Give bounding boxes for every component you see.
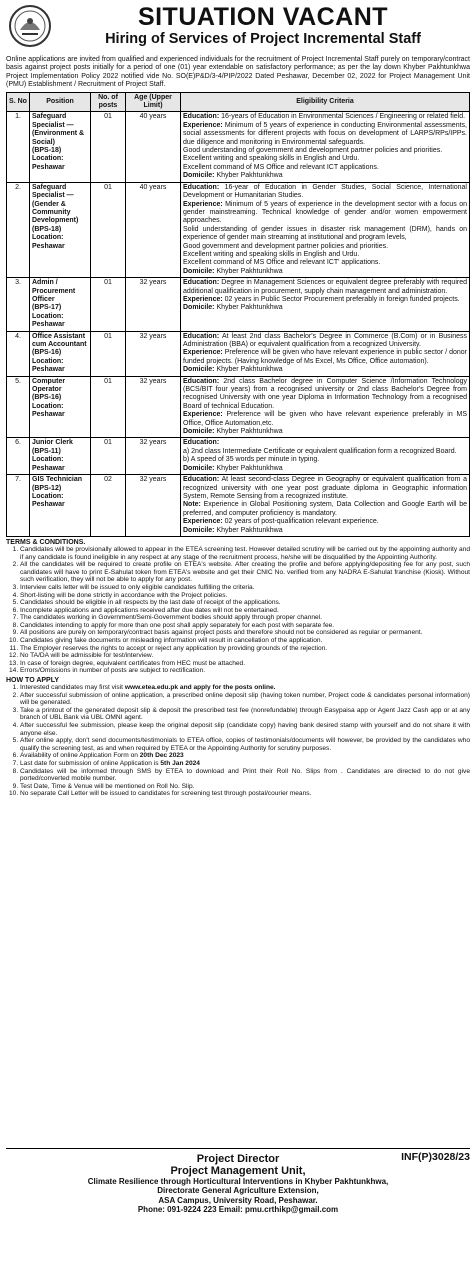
cell-posts [91,331,126,376]
criteria-text: Excellent writing and speaking skills in English and Urdu. [183,155,360,163]
cell-sno [7,182,30,277]
criteria-text: Minimum of 5 years of experience in the development sector with a focus on gender mainstreaming. Technical knowledge of gender and/or women empowerment approaches. [183,200,467,225]
criteria-line [183,259,467,267]
advert-reference: INF(P)3028/23 [401,1151,470,1163]
apply-item-text: After online apply, don't send documents/testimonials to ETEA office, copies of testimonials/documents will however, be provided by the candidates who qualify the screening test, as and when required by ETEA or the Appointing Authority for scrutiny purposes. [20,737,470,752]
criteria-label: Experience: [183,349,223,357]
footer-contact: Phone: 091-9224 223 Email: pmu.crthikp@gmail.com [137,1205,339,1215]
criteria-text: Experience in Global Positioning system, Data Collection and Google Earth will be preferred, and computer proficiency is mandatory. [183,501,467,517]
criteria-label: Experience: [183,121,223,129]
criteria-label: Domicile: [183,304,215,312]
cell-position [30,331,91,376]
criteria-line [183,501,467,518]
cell-sno [7,376,30,438]
criteria-line [183,122,467,147]
criteria-text: At least 2nd class Bachelor's Degree in Commerce (B.Com) or in Business Administration (BBA) or equivalent qualification from a recognized University. [183,332,467,348]
apply-item-text: Test Date, Time & Venue will be mentioned on Roll No. Slip. [20,782,195,790]
list-item: 5. Candidates should be eligible in all respects by the last date of receipt of the applications. [20,599,470,607]
footer-address: ASA Campus, University Road, Peshawar. [158,1195,318,1205]
header-age: Age (Upper Limit) [126,92,181,112]
footer [6,1148,470,1281]
list-item [20,768,470,783]
criteria-label: Experience: [183,295,223,303]
cell-sno [7,278,30,331]
cell-age-text: 32 years [139,476,167,484]
form-availability-date: 20th Dec 2023 [139,752,184,760]
criteria-line [183,296,467,304]
criteria-line [183,113,467,121]
criteria-line [183,411,467,428]
criteria-label: Education: [183,476,220,484]
header-posts: No. of posts [91,92,126,112]
table-row [7,278,470,331]
header-criteria: Eligibility Criteria [181,92,470,112]
cell-sno-text: 4. [15,332,21,340]
criteria-line [183,366,467,374]
apply-item-text: Last date for submission of online Application is [20,759,161,767]
criteria-line [183,518,467,526]
criteria-text: Khyber Pakhtunkhwa [214,172,283,180]
cell-age [126,182,181,277]
criteria-text: Khyber Pakhtunkhwa [214,304,283,312]
cell-position-text: Safeguard Specialist — (Gender & Community Development) (BPS-18) Location: Peshawar [32,183,79,250]
cell-age [126,475,181,537]
apply-item-text: Take a printout of the generated deposit slip & deposit the prescribed test fee (nonrefundable) through Easypaisa app or Agent Jazz Cash app or at any branch of UBL Bank via UBL OMNI agent. [20,706,470,722]
cell-criteria [181,182,470,277]
criteria-label: Education: [183,332,220,340]
list-item [20,790,470,798]
etea-link[interactable]: www.etea.edu.pk and apply for the posts online. [124,684,276,692]
criteria-line [183,527,467,535]
criteria-label: Education: [183,279,220,287]
cell-criteria [181,112,470,182]
criteria-line [183,304,467,312]
list-item [20,722,470,737]
cell-sno-text: 7. [15,476,21,484]
cell-criteria [181,475,470,537]
list-item: 1. Candidates will be provisionally allowed to appear in the ETEA screening test. However detailed scrutiny will be carried out by the appointing authority and if any candidate is found ineligible in any respect at any stage of the recruitment process, he/she will be disqualified by the Appointing Authority. [20,546,470,561]
criteria-text: 2nd class Bachelor degree in Computer Science /Information Technology (BCS/BIT four years) from a recognised university or 2nd class Bachelor's Degree from recognised University with one year Diploma in Information Technology from a recognised Board of technical Education. [183,377,467,410]
criteria-text: Solid understanding of gender issues in disaster risk management (DRM), hands on experience of gender main streaming at institutional and program levels, [183,225,467,242]
criteria-text: 16-year of Education in Gender Studies, Social Science, International Development or Humanitarian Studies. [183,183,467,200]
criteria-label: Domicile: [183,267,215,275]
list-item [20,737,470,752]
apply-item-text: After successful submission of online application, a prescribed online deposit slip (having token number, Project code & candidates personal information) will be generated. [20,691,470,707]
cell-posts-text: 01 [104,377,112,385]
list-item: 2. All the candidates will be required to create profile on ETEA's website. After creating the profile and before applying/depositing fee for any post, such candidates will have to print E-Sahulat token from ETEA's website and get their CNIC No. verified from any NADRA E-Sahulat franchise (Kiosk). Without such verification, they will not be able to apply for any post. [20,561,470,584]
criteria-line [183,172,467,180]
criteria-text: 02 years of post-qualification relevant experience. [222,518,379,526]
terms-list [6,546,470,675]
cell-age-text: 32 years [139,332,167,340]
list-item: 6. Incomplete applications and applications received after due dates will not be entertained. [20,607,470,615]
cell-position [30,438,91,475]
list-item: 14. Errors/Omissions in number of posts are subject to rectification. [20,667,470,675]
criteria-line [183,279,467,296]
criteria-label: Education: [183,377,220,385]
list-item: 11. The Employer reserves the rights to accept or reject any application by providing grounds of the rejection. [20,645,470,653]
table-row [7,376,470,438]
cell-posts-text: 02 [104,476,112,484]
page-title: SITUATION VACANT [137,3,389,31]
criteria-text: Degree in Management Sciences or equivalent degree preferably with required additional qualification in procurement, supply chain management and administration. [183,279,467,295]
criteria-label: Experience: [183,518,223,526]
header [6,4,470,56]
criteria-text: Khyber Pakhtunkhwa [214,464,283,472]
cell-sno-text: 3. [15,279,21,287]
cell-position [30,112,91,182]
cell-position-text: Admin / Procurement Officer (BPS-17) Location: Peshawar [32,279,76,329]
cell-posts [91,112,126,182]
cell-criteria [181,331,470,376]
list-item [20,684,470,692]
criteria-line [183,251,467,259]
list-item: 13. In case of foreign degree, equivalent certificates from HEC must be attached. [20,660,470,668]
cell-position-text: Safeguard Specialist — (Environment & Social) (BPS-18) Location: Peshawar [32,113,85,171]
criteria-line [183,333,467,350]
criteria-label: Education: [183,183,220,191]
cell-age-text: 40 years [139,113,167,121]
cell-posts [91,376,126,438]
cell-sno [7,112,30,182]
positions-table [6,92,470,537]
table-body [7,112,470,537]
criteria-text: Excellent writing and speaking skills in English and Urdu. [183,250,360,258]
cell-sno-text: 2. [15,183,21,191]
apply-item-text: Availability of online Application Form on [20,752,140,760]
criteria-line [183,184,467,201]
list-item [20,707,470,722]
cell-position [30,475,91,537]
criteria-line [183,456,467,464]
list-item: 3. Interview calls letter will be issued to only eligible candidates fulfilling the criteria. [20,584,470,592]
criteria-text: 16-years of Education in Environmental Sciences / Engineering or related field. [219,113,466,121]
cell-sno-text: 5. [15,377,21,385]
header-position: Position [30,92,91,112]
cell-position [30,182,91,277]
cell-age [126,112,181,182]
apply-list [6,684,470,798]
cell-posts [91,475,126,537]
cell-position-text: Office Assistant cum Accountant (BPS-16) Location: Peshawar [32,332,87,374]
apply-heading: HOW TO APPLY [6,677,60,685]
criteria-label: Experience: [183,411,223,419]
cell-position [30,376,91,438]
criteria-text: Good government and development partner policies and priorities. [183,242,389,250]
list-item [20,752,470,760]
cell-sno [7,331,30,376]
last-date: 5th Jan 2024 [160,759,200,767]
criteria-line [183,428,467,436]
cell-sno-text: 1. [15,113,21,121]
list-item: 8. Candidates intending to apply for more than one post shall apply separately for each post with separate fee. [20,622,470,630]
criteria-text: Excellent command of MS Office and relevant ICT applications. [183,163,379,171]
cell-criteria [181,438,470,475]
criteria-line [183,243,467,251]
table-row [7,331,470,376]
cell-age-text: 32 years [139,377,167,385]
criteria-label: Domicile: [183,464,215,472]
cell-sno [7,438,30,475]
footer-project: Climate Resilience through Horticultural Interventions in Khyber Pakhtunkhwa, [87,1177,389,1186]
criteria-text: Good understanding of government and development partner policies and priorities. [183,147,443,155]
footer-unit: Project Management Unit, [170,1165,306,1177]
criteria-text: 02 years in Public Sector Procurement preferably in foreign funded projects. [222,295,460,303]
criteria-line [183,155,467,163]
criteria-text: a) 2nd class Intermediate Certificate or equivalent qualification form a recognized Board. [183,447,457,455]
government-emblem-logo [8,4,52,48]
criteria-label: Domicile: [183,428,215,436]
apply-item-text: Candidates will be informed through SMS by ETEA to download and Print their Roll No. Slips from . Candidates are directed to do not give ported/converted mobile number. [20,767,470,783]
cell-posts-text: 01 [104,279,112,287]
criteria-text: Khyber Pakhtunkhwa [214,526,283,534]
table-row [7,182,470,277]
apply-item-text: After successful fee submission, please keep the original deposit slip (candidate copy) having bank desired stamp with yourself and do not share it with anyone else. [20,722,470,737]
criteria-text: Khyber Pakhtunkhwa [214,267,283,275]
cell-age-text: 32 years [139,279,167,287]
cell-age [126,376,181,438]
cell-posts-text: 01 [104,183,112,191]
apply-item-text: Interested candidates may first visit [20,684,125,692]
criteria-text: b) A speed of 35 words per minute in typing. [183,456,320,464]
list-item [20,783,470,791]
footer-directorate: Directorate General Agriculture Extension, [157,1186,319,1196]
cell-criteria [181,376,470,438]
criteria-label: Domicile: [183,172,215,180]
criteria-line [183,226,467,243]
list-item: 12. No TA/DA will be admissible for test/interview. [20,652,470,660]
cell-age [126,438,181,475]
criteria-line [183,476,467,501]
criteria-line [183,164,467,172]
cell-age [126,278,181,331]
list-item: 4. Short-listing will be done strictly in accordance with the Project policies. [20,592,470,600]
criteria-text: Khyber Pakhtunkhwa [214,366,283,374]
criteria-line [183,439,467,447]
intro-paragraph: Online applications are invited from qualified and experienced individuals for the recruitment of Project Incremental Staff purely on temporary/contract basis against project posts initially for a period of one (01) year extendable on satisfactory performance; as per the lay down Khyber Pakhtunkhwa Project Implementation Policy 2022 notified vide No. SO(E)P&D/3-4/PIP/2022 Dated Peshawar, December 02, 2022 for Project Management Unit (PMU) Establishment / Recruitment of Project Staff. [6,56,470,89]
criteria-label: Domicile: [183,366,215,374]
criteria-text: Preference will be given who have relevant experience in public sector / donor funded projects. (Having knowledge of Ms Excel, Ms Office, Office automation). [183,349,467,365]
cell-position-text: GIS Technician (BPS-12) Location: Peshawar [32,476,83,509]
list-item: 7. The candidates working in Government/Semi-Government bodies should apply through proper channel. [20,614,470,622]
criteria-text: Preference will be given who have relevant experience preferably in MS Office, Office Automation,etc. [183,411,467,427]
list-item [20,692,470,707]
header-sno: S. No [7,92,30,112]
table-row [7,112,470,182]
cell-posts-text: 01 [104,113,112,121]
footer-director: Project Director [196,1153,280,1165]
criteria-label: Education: [183,113,220,121]
cell-age-text: 40 years [139,183,167,191]
criteria-line [183,465,467,473]
cell-sno-text: 6. [15,439,21,447]
criteria-line [183,147,467,155]
cell-sno [7,475,30,537]
page-subtitle: Hiring of Services of Project Incremental Staff [105,31,421,47]
cell-age [126,331,181,376]
list-item: 10. Candidates giving fake documents or misleading information will result in cancellation of the application. [20,637,470,645]
table-row [7,475,470,537]
cell-posts [91,278,126,331]
cell-position [30,278,91,331]
cell-position-text: Computer Operator (BPS-16) Location: Peshawar [32,377,66,419]
criteria-line [183,378,467,412]
apply-item-text: No separate Call Letter will be issued to candidates for screening test through postal/courier means. [20,790,312,798]
cell-posts [91,438,126,475]
cell-posts-text: 01 [104,439,112,447]
criteria-line [183,448,467,456]
criteria-text: Khyber Pakhtunkhwa [214,428,283,436]
criteria-label: Note: [183,501,201,509]
cell-age-text: 32 years [139,439,167,447]
criteria-line [183,201,467,226]
cell-posts-text: 01 [104,332,112,340]
criteria-text: At least second-class Degree in Geography or equivalent qualification from a recognized university with one year post graduate diploma in Geographic information System, Remote Sensing from a recognized institute. [183,476,467,500]
criteria-line [183,268,467,276]
criteria-label: Experience: [183,200,223,208]
cell-posts [91,182,126,277]
criteria-label: Domicile: [183,526,215,534]
criteria-line [183,349,467,366]
cell-position-text: Junior Clerk (BPS-11) Location: Peshawar [32,439,73,472]
list-item [20,760,470,768]
table-header-row [7,92,470,112]
criteria-text: Minimum of 5 years of experience in conducting Environmental assessments, social assessments for different projects with focus on development of LARPS/RPs/IPPs. due diligence and monitoring in Environmental safeguards. [183,121,467,146]
criteria-text: Excellent command of MS Office and relevant ICT' applications. [183,259,381,267]
list-item: 9. All positions are purely on temporary/contract basis against project posts and therefore should not be considered as regular or permanent. [20,629,470,637]
table-row [7,438,470,475]
cell-criteria [181,278,470,331]
criteria-label: Education: [183,439,220,447]
terms-heading: TERMS & CONDITIONS. [6,538,86,546]
